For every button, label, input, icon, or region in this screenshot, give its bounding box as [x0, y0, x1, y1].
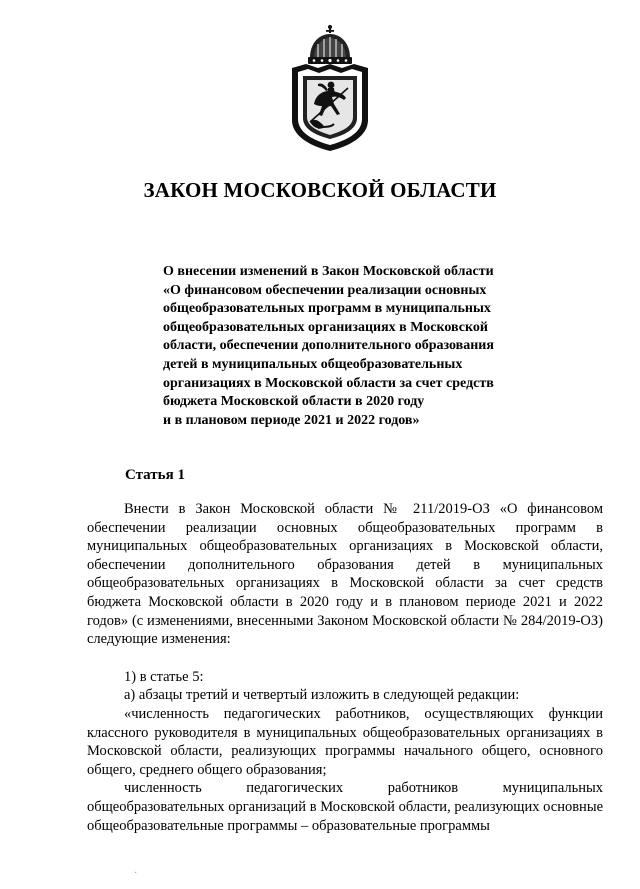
crown-icon — [308, 25, 352, 64]
law-title: ЗАКОН МОСКОВСКОЙ ОБЛАСТИ — [143, 178, 497, 202]
subtitle-line: бюджета Московской области в 2020 году — [163, 394, 425, 410]
moscow-oblast-coat-of-arms-icon — [288, 24, 372, 152]
subtitle-line: общеобразовательных программ в муниципальных — [163, 301, 491, 317]
article-paragraph: а) абзацы третий и четвертый изложить в следующей редакции: — [124, 687, 520, 704]
subtitle-line: «О финансовом обеспечении реализации основных — [163, 282, 487, 298]
shield-icon — [292, 64, 368, 151]
article-paragraph: «численность педагогических работников, осуществляющих функции классного руководителя в муниципальных общеобразовательных организациях в Московской области, реализующих программы начального общего, основного общего, среднего общего образования; — [87, 705, 603, 778]
subtitle-line: области, обеспечении дополнительного образования — [163, 338, 494, 354]
subtitle-line: и в плановом периоде 2021 и 2022 годов» — [163, 412, 420, 428]
subtitle-line: организациях в Московской области за счет средств — [163, 375, 494, 391]
subtitle-line: детей в муниципальных общеобразовательных — [163, 356, 463, 372]
article-paragraph: 1) в статье 5: — [124, 668, 204, 685]
coat-of-arms-emblem — [288, 24, 372, 152]
footer-mark: · — [134, 868, 138, 879]
article-body — [87, 500, 603, 835]
article-paragraph: Внести в Закон Московской области № 211/2019-ОЗ «О финансовом обеспечении реализации основных общеобразовательных программ в муниципальных общеобразовательных организациях в Московской области, обеспечении дополнительного образования детей в муниципальных общеобразовательных организациях в Московской области за счет средств бюджета Московской области в 2020 году и в плановом периоде 2021 и 2022 годов» (с изменениями, внесенными Законом Московской области № 284/2019-ОЗ) следующие изменения: — [87, 501, 603, 648]
subtitle-line: О внесении изменений в Закон Московской области — [163, 264, 494, 279]
law-subtitle — [163, 263, 506, 430]
subtitle-line: общеобразовательных организациях в Московской — [163, 319, 488, 335]
article-paragraph: численность педагогических работников муниципальных общеобразовательных организаций в Московской области, реализующих основные общеобразовательные программы – образовательные программы — [87, 780, 603, 834]
article-heading: Статья 1 — [125, 467, 185, 483]
